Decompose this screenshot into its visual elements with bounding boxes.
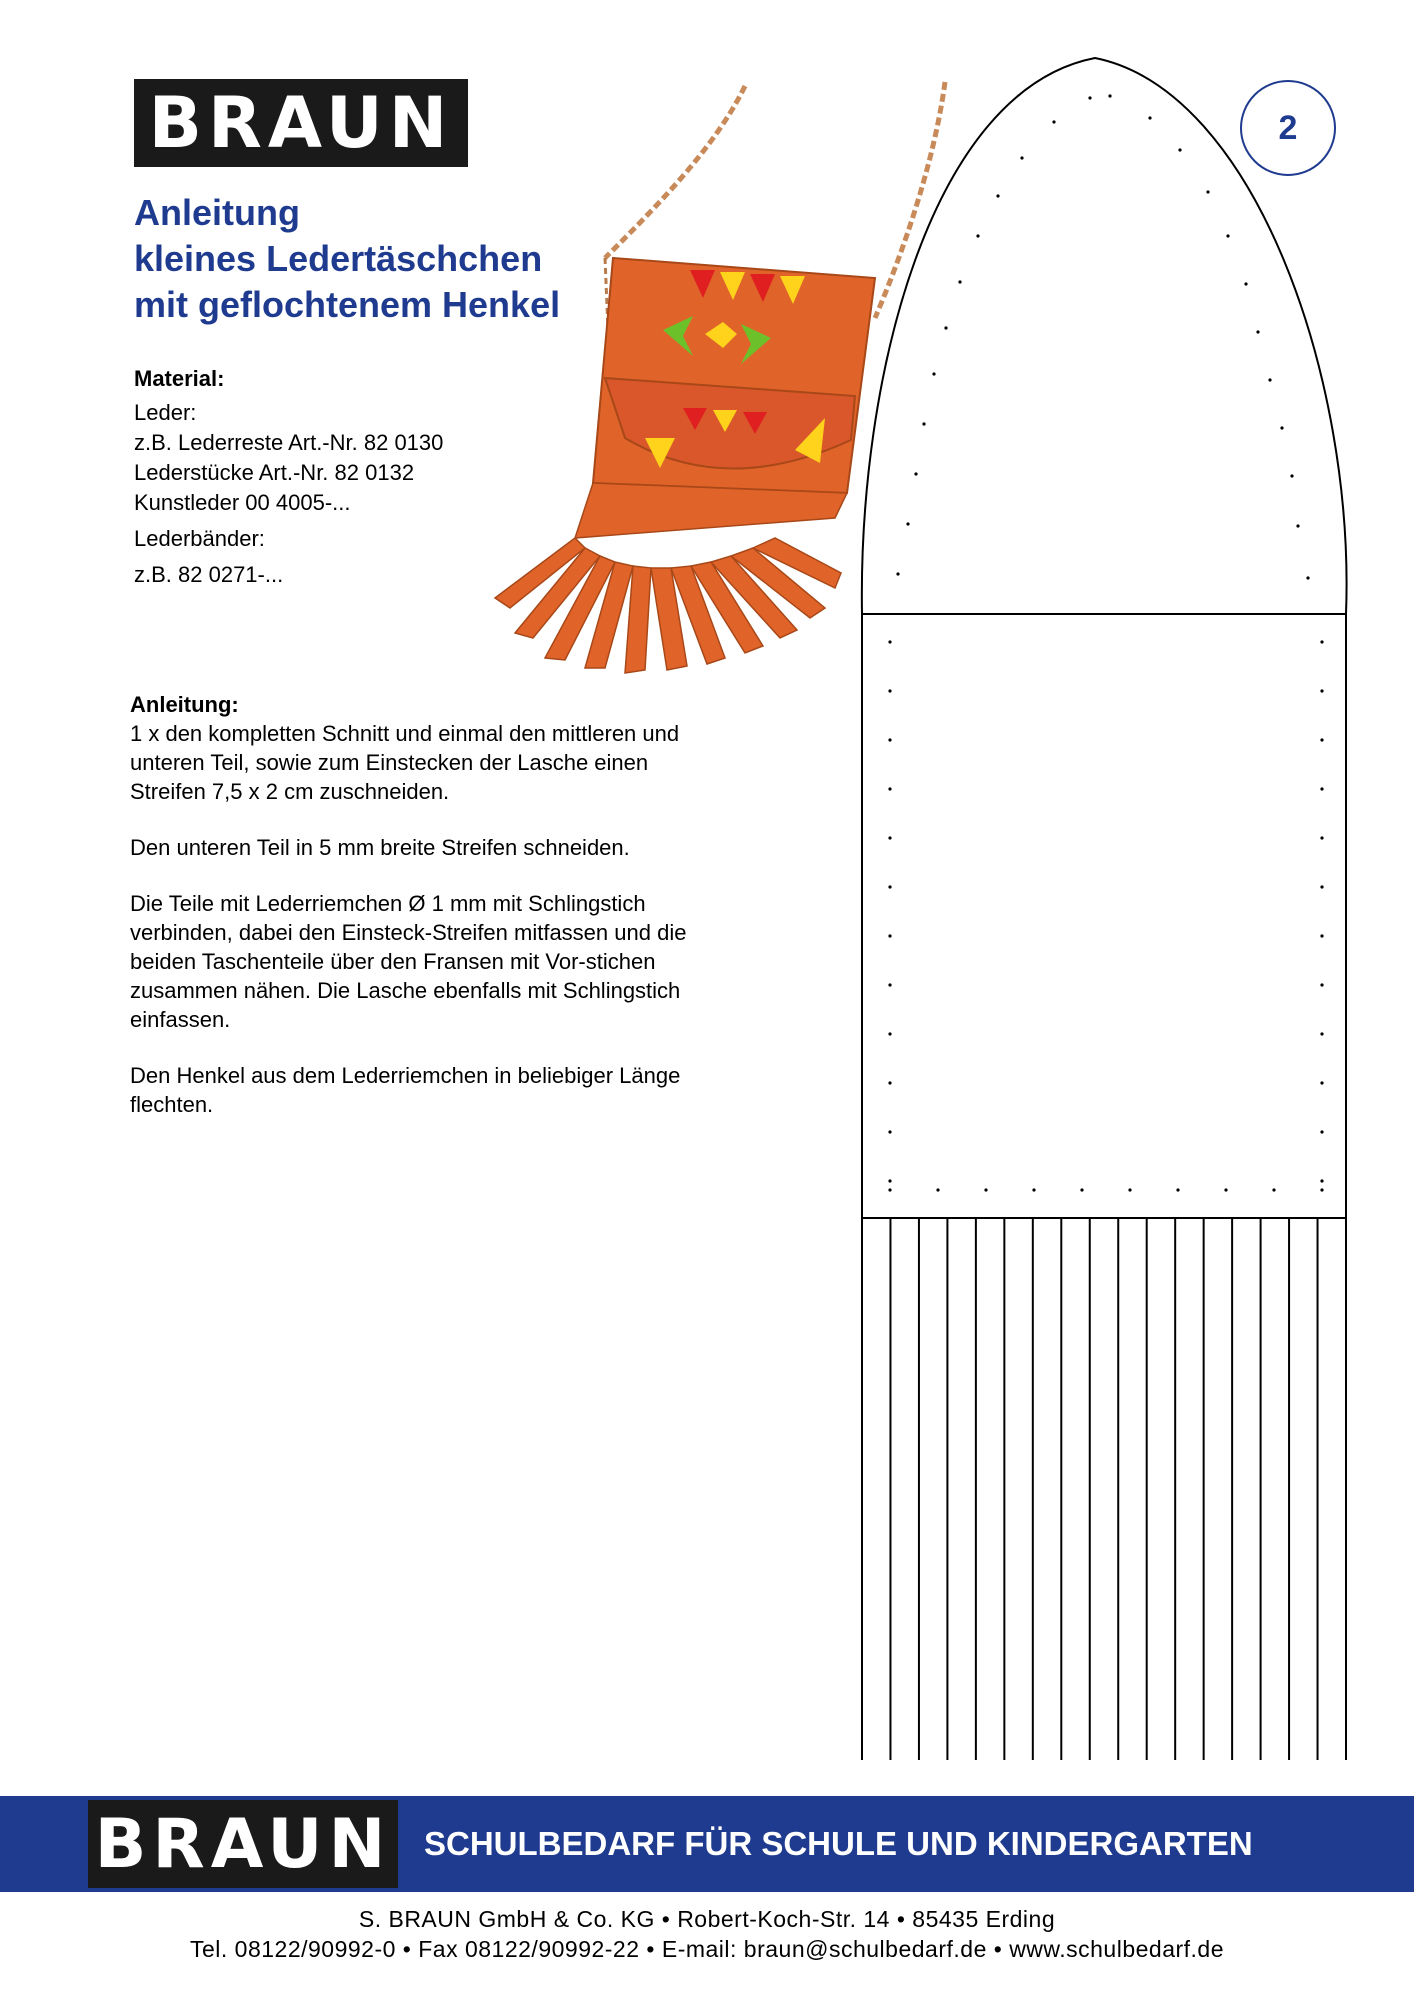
stitch-hole [888, 983, 891, 986]
stitch-hole [888, 1130, 891, 1133]
stitch-hole [1032, 1188, 1035, 1191]
stitch-hole [888, 885, 891, 888]
title-line-2: kleines Ledertäschchen [134, 238, 543, 279]
stitch-hole [1290, 474, 1293, 477]
stitch-hole [1020, 156, 1023, 159]
stitch-hole [888, 1179, 891, 1182]
stitch-hole [1256, 330, 1259, 333]
stitch-hole [1320, 1081, 1323, 1084]
instructions-heading: Anleitung: [130, 692, 239, 717]
stitch-hole [888, 1188, 891, 1191]
stitch-hole [1320, 1130, 1323, 1133]
title-line-1: Anleitung [134, 192, 300, 233]
stitch-hole [888, 689, 891, 692]
material-item: Kunstleder 00 4005-... [134, 490, 351, 515]
title-line-3: mit geflochtenem Henkel [134, 284, 561, 325]
stitch-hole [1320, 787, 1323, 790]
material-item: z.B. 82 0271-... [134, 562, 284, 587]
material-leder-label: Leder: [134, 400, 197, 425]
instructions-paragraph: Den Henkel aus dem Lederriemchen in beliebiger Länge flechten. [130, 1063, 681, 1117]
stitch-hole [1320, 934, 1323, 937]
stitch-hole [1128, 1188, 1131, 1191]
stitch-hole [936, 1188, 939, 1191]
stitch-hole [1226, 234, 1229, 237]
stitch-hole [1306, 576, 1309, 579]
stitch-hole [1176, 1188, 1179, 1191]
address-line-2: Tel. 08122/90992-0 • Fax 08122/90992-22 • E-mail: braun@schulbedarf.de • www.schulbedarf.de [189, 1936, 1225, 1962]
stitch-hole [888, 738, 891, 741]
stitch-hole [1178, 148, 1181, 151]
stitch-hole [888, 836, 891, 839]
stitch-hole [888, 934, 891, 937]
braun-logo-footer: BRAUN [88, 1800, 398, 1888]
stitch-hole [1108, 94, 1111, 97]
stitch-hole [888, 787, 891, 790]
stitch-hole [1320, 689, 1323, 692]
stitch-hole [888, 1081, 891, 1084]
stitch-hole [958, 280, 961, 283]
pattern-fringe-lines [862, 1218, 1346, 1760]
stitch-hole [888, 1032, 891, 1035]
instructions-paragraph: Den unteren Teil in 5 mm breite Streifen schneiden. [130, 835, 630, 860]
material-item: Lederstücke Art.-Nr. 82 0132 [134, 460, 415, 485]
stitch-hole [1052, 120, 1055, 123]
stitch-hole [1272, 1188, 1275, 1191]
material-baender-label: Lederbänder: [134, 526, 265, 551]
footer-address [0, 1904, 1414, 1964]
address-line-1: S. BRAUN GmbH & Co. KG • Robert-Koch-Str. 14 • 85435 Erding [358, 1906, 1056, 1932]
stitch-hole [984, 1188, 987, 1191]
stitch-hole [1320, 836, 1323, 839]
material-item: z.B. Lederreste Art.-Nr. 82 0130 [134, 430, 444, 455]
stitch-hole [1320, 1188, 1323, 1191]
pattern-body-outline [862, 614, 1346, 1218]
stitch-hole [996, 194, 999, 197]
stitch-hole [1320, 983, 1323, 986]
stitch-hole [1320, 885, 1323, 888]
stitch-hole [1206, 190, 1209, 193]
stitch-hole [1268, 378, 1271, 381]
leather-pouch-photo [475, 78, 955, 678]
braun-logo: BRAUN [134, 79, 468, 167]
stitch-hole [1244, 282, 1247, 285]
stitch-hole [1320, 738, 1323, 741]
stitch-hole [1080, 1188, 1083, 1191]
material-section [134, 364, 514, 590]
stitch-hole [1320, 1179, 1323, 1182]
material-heading: Material: [134, 366, 225, 391]
instructions-paragraph: Die Teile mit Lederriemchen Ø 1 mm mit Schlingstich verbinden, dabei den Einsteck-Streifen mitfassen und die beiden Taschenteile über den Fransen mit Vor-stichen zusammen nähen. Die Lasche ebenfalls mit Schlingstich einfassen. [130, 891, 687, 1032]
stitch-hole [1280, 426, 1283, 429]
stitch-hole [1320, 1032, 1323, 1035]
stitch-hole [976, 234, 979, 237]
stitch-hole [1320, 640, 1323, 643]
stitch-hole [1088, 96, 1091, 99]
instructions-section [130, 690, 720, 1146]
instructions-paragraph: 1 x den kompletten Schnitt und einmal den mittleren und unteren Teil, sowie zum Einstecken der Lasche einen Streifen 7,5 x 2 cm zuschneiden. [130, 721, 680, 804]
page-number-badge: 2 [1240, 80, 1336, 176]
stitch-hole [1296, 524, 1299, 527]
footer-slogan: SCHULBEDARF FÜR SCHULE UND KINDERGARTEN [424, 1825, 1253, 1862]
stitch-hole [1224, 1188, 1227, 1191]
stitch-hole [1148, 116, 1151, 119]
